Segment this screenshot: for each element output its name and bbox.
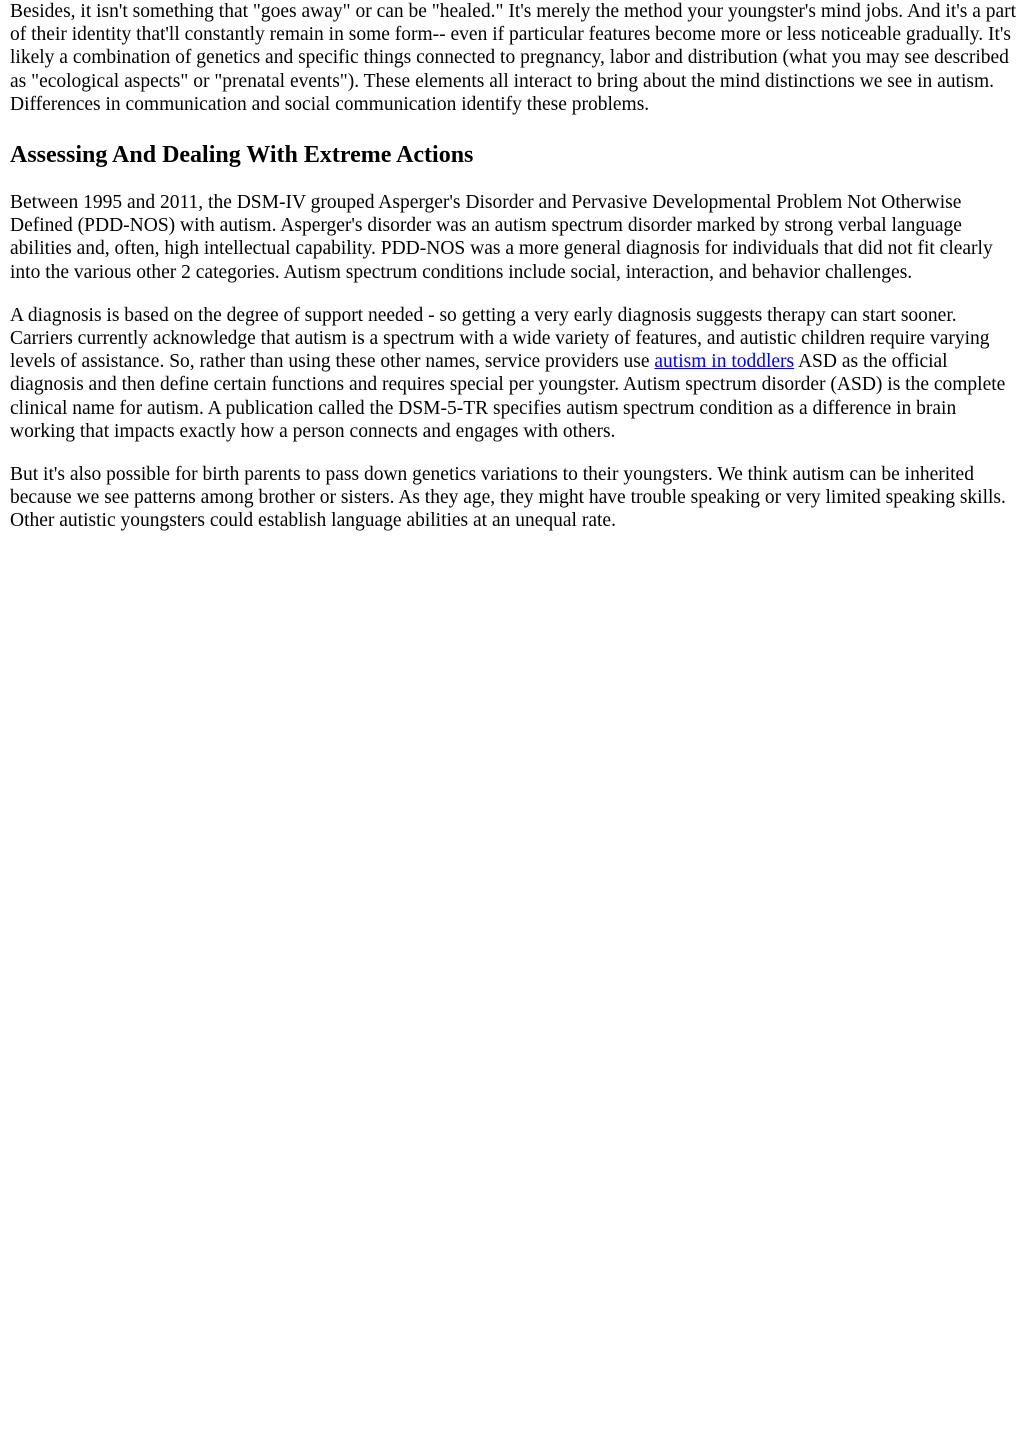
paragraph-3-text-before-link: A diagnosis is based on the degree of support needed - so getting a very early diagnosis suggests therapy can start sooner. Carriers currently acknowledge that autism is a spectrum with a wide variety of features, and autistic children require varying levels of assistance. So, rather than using these other names, service providers use [10, 304, 990, 373]
article-body [0, 0, 1024, 533]
paragraph-3 [10, 304, 1018, 443]
paragraph-3-text-after-link: ASD as the official diagnosis and then define certain functions and requires special per youngster. Autism spectrum disorder (ASD) is the complete clinical name for autism. A publication called the DSM-5-TR specifies autism spectrum condition as a difference in brain working that impacts exactly how a person connects and engages with others. [10, 351, 1006, 442]
section-heading: Assessing And Dealing With Extreme Actions [10, 142, 474, 169]
paragraph-2: Between 1995 and 2011, the DSM-IV grouped Asperger's Disorder and Pervasive Developmental Problem Not Otherwise Defined (PDD-NOS) with autism. Asperger's disorder was an autism spectrum disorder marked by strong verbal language abilities and, often, high intellectual capability. PDD-NOS was a more general diagnosis for individuals that did not fit clearly into the various other 2 categories. Autism spectrum conditions include social, interaction, and behavior challenges. [10, 192, 993, 283]
autism-in-toddlers-link[interactable]: autism in toddlers [654, 351, 795, 373]
paragraph-4: But it's also possible for birth parents to pass down genetics variations to their youngsters. We think autism can be inherited because we see patterns among brother or sisters. As they age, they might have trouble speaking or very limited speaking skills. Other autistic youngsters could establish language abilities at an unequal rate. [10, 464, 1006, 532]
paragraph-1: Besides, it isn't something that "goes away" or can be "healed." It's merely the method your youngster's mind jobs. And it's a part of their identity that'll constantly remain in some form-- even if particular features become more or less noticeable gradually. It's likely a combination of genetics and specific things connected to pregnancy, labor and distribution (what you may see described as "ecological aspects" or "prenatal events"). These elements all interact to bring about the mind distinctions we see in autism. Differences in communication and social communication identify these problems. [10, 1, 1017, 115]
